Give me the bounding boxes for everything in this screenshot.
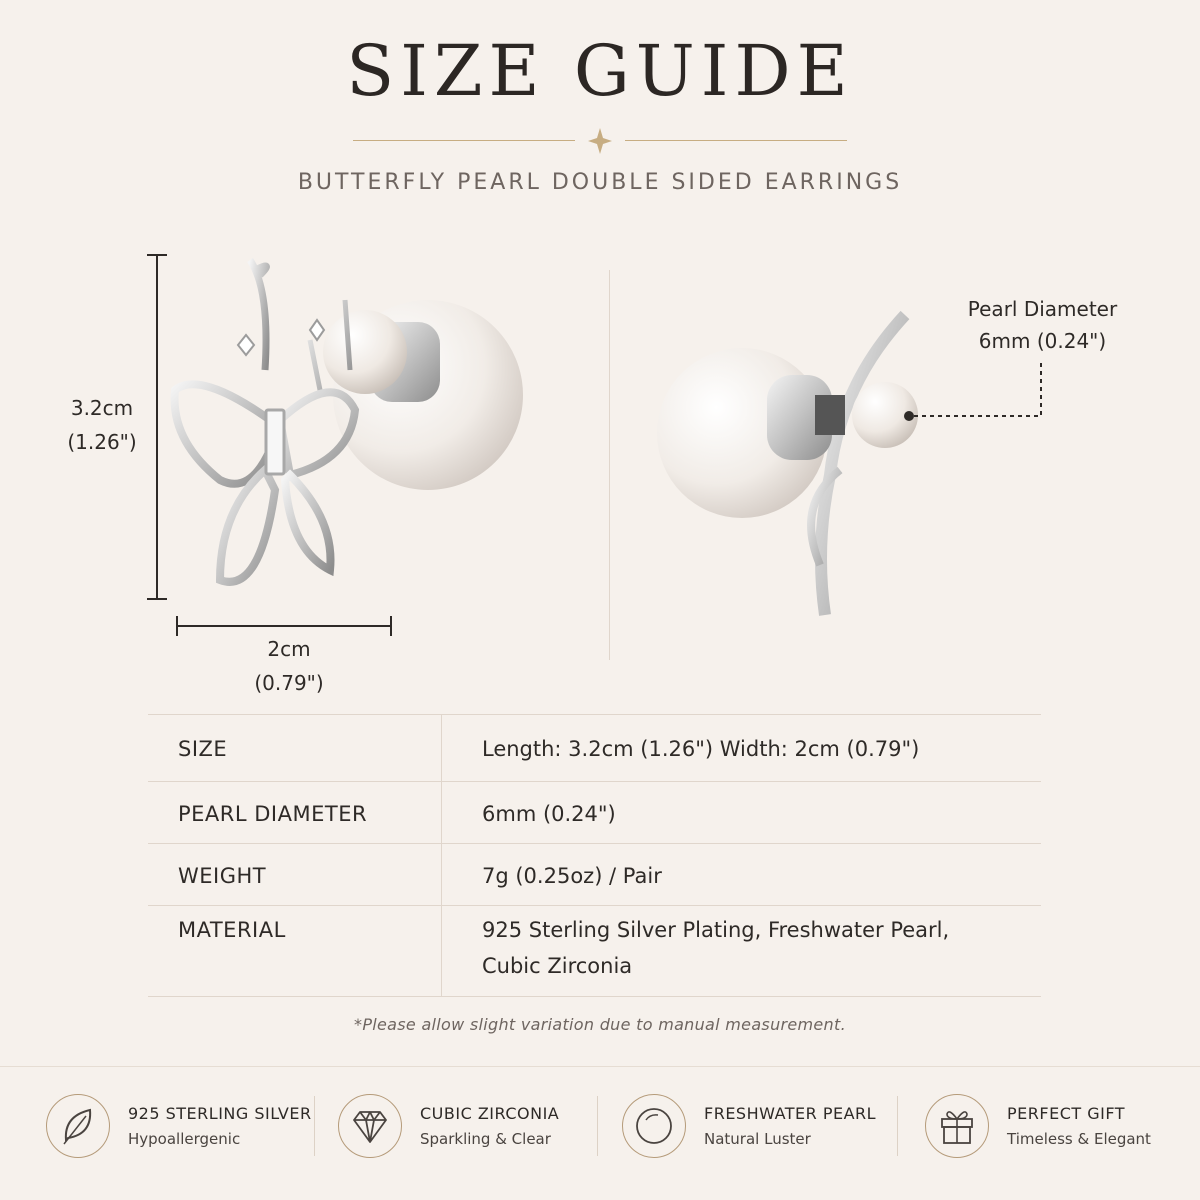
height-dimension-line	[156, 255, 158, 599]
width-cm: 2cm	[267, 637, 311, 661]
width-dimension-cap-right	[390, 616, 392, 636]
leaf-icon	[46, 1094, 110, 1158]
spec-value-line: 925 Sterling Silver Plating, Freshwater Pearl,	[482, 918, 950, 942]
spec-value-line: Cubic Zirconia	[482, 954, 633, 978]
pearl-icon	[622, 1094, 686, 1158]
spec-row-pearl-diameter	[148, 781, 1041, 843]
feature-separator	[597, 1096, 598, 1156]
feature-title: FRESHWATER PEARL	[704, 1104, 877, 1123]
spec-value: 7g (0.25oz) / Pair	[482, 864, 662, 888]
diamond-icon	[338, 1094, 402, 1158]
feature-subtitle: Natural Luster	[704, 1130, 811, 1148]
star-ornament-icon	[588, 128, 612, 154]
feature-title: PERFECT GIFT	[1007, 1104, 1126, 1123]
feature-subtitle: Hypoallergenic	[128, 1130, 241, 1148]
feature-title: 925 STERLING SILVER	[128, 1104, 312, 1123]
measurement-note: *Please allow slight variation due to manual measurement.	[354, 1015, 846, 1034]
gift-icon	[925, 1094, 989, 1158]
feature-separator	[897, 1096, 898, 1156]
width-in: (0.79")	[254, 671, 324, 695]
spec-value	[482, 912, 949, 984]
spec-table	[148, 714, 1041, 997]
feature-separator	[314, 1096, 315, 1156]
spec-label: MATERIAL	[178, 918, 286, 942]
feature-band-divider	[0, 1066, 1200, 1067]
width-label	[234, 632, 344, 700]
spec-row-weight	[148, 843, 1041, 905]
pearl-callout-leader	[900, 358, 1050, 428]
spec-value: 6mm (0.24")	[482, 802, 616, 826]
spec-row-size	[148, 714, 1041, 781]
spec-row-material	[148, 905, 1041, 997]
width-dimension-cap-left	[176, 616, 178, 636]
width-dimension-line	[177, 625, 391, 627]
spec-label: WEIGHT	[178, 864, 267, 888]
pearl-diameter-callout	[950, 293, 1135, 357]
feature-subtitle: Sparkling & Clear	[420, 1130, 551, 1148]
earring-front-image	[160, 250, 540, 610]
page-title: SIZE GUIDE	[346, 30, 854, 112]
height-label	[52, 391, 152, 459]
spec-label: SIZE	[178, 737, 228, 761]
earring-back-image	[655, 295, 935, 625]
pearl-diameter-label: Pearl Diameter	[967, 297, 1118, 321]
feature-subtitle: Timeless & Elegant	[1007, 1130, 1151, 1148]
image-divider	[609, 270, 610, 660]
height-cm: 3.2cm	[70, 396, 134, 420]
height-in: (1.26")	[67, 430, 137, 454]
product-subtitle: BUTTERFLY PEARL DOUBLE SIDED EARRINGS	[297, 170, 903, 195]
title-ornament	[0, 126, 1200, 156]
spec-label: PEARL DIAMETER	[178, 802, 368, 826]
pearl-diameter-value: 6mm (0.24")	[978, 329, 1107, 353]
feature-title: CUBIC ZIRCONIA	[420, 1104, 560, 1123]
spec-value: Length: 3.2cm (1.26") Width: 2cm (0.79")	[482, 737, 920, 761]
